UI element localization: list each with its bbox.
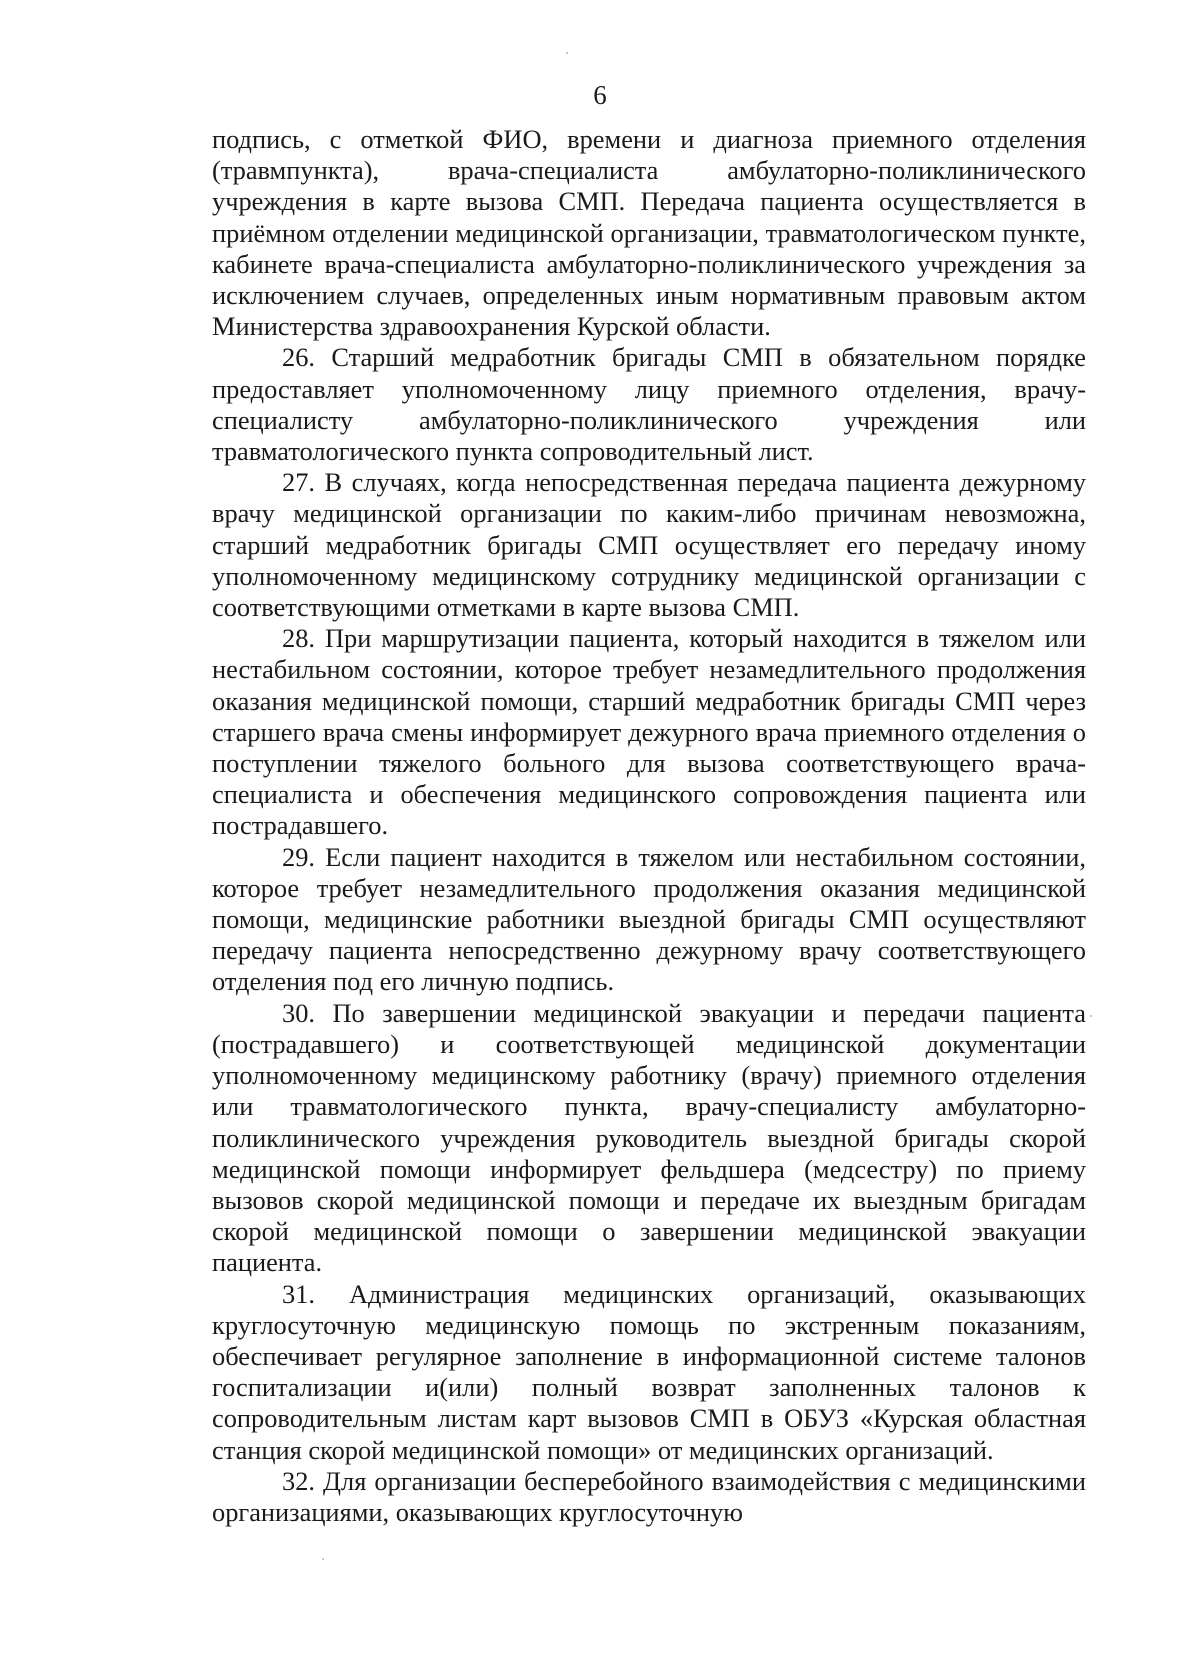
paragraph-32: 32. Для организации бесперебойного взаимодействия с медицинскими организациями, оказывающих круглосуточную [212, 1465, 1086, 1527]
paragraph-continuation: подпись, с отметкой ФИО, времени и диагноза приемного отделения (травмпункта), врача-специалиста амбулаторно-поликлинического учреждения в карте вызова СМП. Передача пациента осуществляется в приёмном отделении медицинской организации, травматологическом пункте, кабинете врача-специалиста амбулаторно-поликлинического учреждения за исключением случаев, определенных иным нормативным правовым актом Министерства здравоохранения Курской области. [212, 124, 1086, 342]
paragraph-27: 27. В случаях, когда непосредственная передача пациента дежурному врачу медицинской организации по каким-либо причинам невозможна, старший медработник бригады СМП осуществляет его передачу иному уполномоченному медицинскому сотруднику медицинской организации с соответствующими отметками в карте вызова СМП. [212, 467, 1086, 623]
paragraph-28: 28. При маршрутизации пациента, который находится в тяжелом или нестабильном состоянии, которое требует незамедлительного продолжения оказания медицинской помощи, старший медработник бригады СМП через старшего врача смены информирует дежурного врача приемного отделения о поступлении тяжелого больного для вызова соответствующего врача-специалиста и обеспечения медицинского сопровождения пациента или пострадавшего. [212, 623, 1086, 841]
scan-speck [322, 1558, 324, 1560]
paragraph-30: 30. По завершении медицинской эвакуации и передачи пациента (пострадавшего) и соответствующей медицинской документации уполномоченному медицинскому работнику (врачу) приемного отделения или травматологического пункта, врачу-специалисту амбулаторно-поликлинического учреждения руководитель выездной бригады скорой медицинской помощи информирует фельдшера (медсестру) по приему вызовов скорой медицинской помощи и передаче их выездным бригадам скорой медицинской помощи о завершении медицинской эвакуации пациента. [212, 997, 1086, 1278]
scan-speck [566, 52, 568, 54]
paragraph-31: 31. Администрация медицинских организаций, оказывающих круглосуточную медицинскую помощь по экстренным показаниям, обеспечивает регулярное заполнение в информационной системе талонов госпитализации и(или) полный возврат заполненных талонов к сопроводительным листам карт вызовов СМП в ОБУЗ «Курская областная станция скорой медицинской помощи» от медицинских организаций. [212, 1278, 1086, 1465]
document-body [212, 124, 1086, 1528]
scan-speck [1090, 1015, 1092, 1017]
page-number: 6 [593, 80, 607, 110]
paragraph-26: 26. Старший медработник бригады СМП в обязательном порядке предоставляет уполномоченному лицу приемного отделения, врачу-специалисту амбулаторно-поликлинического учреждения или травматологического пункта сопроводительный лист. [212, 342, 1086, 467]
paragraph-29: 29. Если пациент находится в тяжелом или нестабильном состоянии, которое требует незамедлительного продолжения оказания медицинской помощи, медицинские работники выездной бригады СМП осуществляют передачу пациента непосредственно дежурному врачу соответствующего отделения под его личную подпись. [212, 841, 1086, 997]
